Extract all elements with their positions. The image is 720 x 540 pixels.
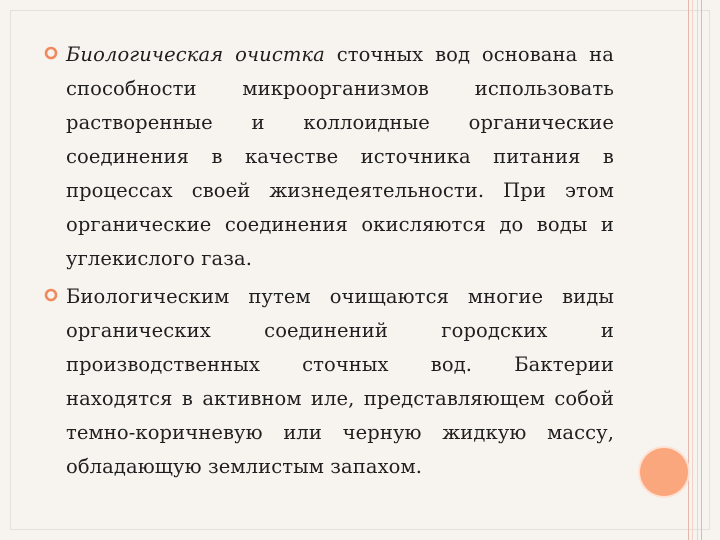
bullet-text — [66, 38, 614, 276]
slide-content — [44, 38, 614, 488]
decorative-side-bar-inner — [692, 0, 698, 540]
bullet-item — [44, 38, 614, 276]
bullet-body: Биологическим путем очищаются многие виды органических соединений городских и производственных сточных вод. Бактерии находятся в активном иле, представляющем собой темно-коричневую или черную жидкую массу, обладающую землистым запахом. — [66, 285, 614, 478]
bullet-item — [44, 280, 614, 484]
ring-icon — [44, 288, 58, 302]
bullet-body: сточных вод основана на способности микроорганизмов использовать растворенные и коллоидные органические соединения в качестве источника питания в процессах своей жизнедеятельности. При этом органические соединения окисляются до воды и углекислого газа. — [66, 43, 614, 270]
bullet-text — [66, 280, 614, 484]
ring-icon — [44, 46, 58, 60]
accent-circle — [640, 448, 688, 496]
bullet-lead-term: Биологическая очистка — [66, 43, 325, 66]
